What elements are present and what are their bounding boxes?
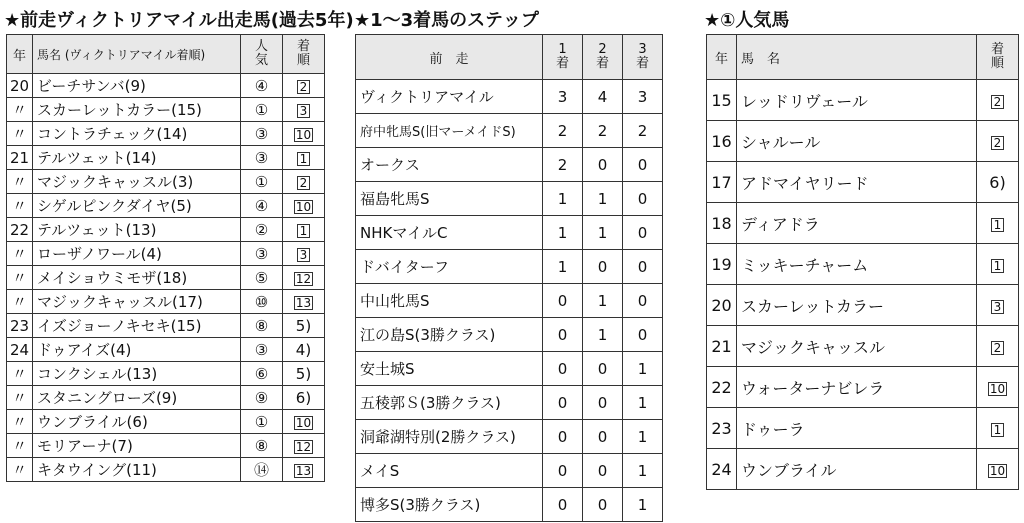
finish-cell <box>283 194 325 218</box>
year-cell: 〃 <box>7 122 33 146</box>
header-finish-bottom: 順 <box>296 52 310 68</box>
first-count-cell: 1 <box>543 250 583 284</box>
year-cell: 23 <box>7 314 33 338</box>
horse-name-cell: コンクシェル(13) <box>33 362 241 386</box>
header-second <box>583 35 623 80</box>
finish-value: 2 <box>991 95 1004 109</box>
table-row <box>707 408 1019 449</box>
year-cell: 23 <box>707 408 737 449</box>
header-finish-bottom: 順 <box>990 55 1004 71</box>
header-finish <box>283 35 325 74</box>
table-row <box>707 121 1019 162</box>
second-count-cell: 1 <box>583 216 623 250</box>
popularity-cell: ② <box>241 218 283 242</box>
table-row <box>356 386 663 420</box>
finish-cell <box>977 244 1019 285</box>
previous-race-cell: オークス <box>356 148 543 182</box>
finish-cell <box>283 98 325 122</box>
table-row <box>356 488 663 522</box>
year-cell: 〃 <box>7 242 33 266</box>
third-count-cell: 0 <box>623 216 663 250</box>
year-cell: 〃 <box>7 290 33 314</box>
year-cell: 〃 <box>7 170 33 194</box>
year-cell: 21 <box>7 146 33 170</box>
header-horse-name: 馬 名 <box>737 35 977 80</box>
header-first-top: 1 <box>558 42 567 58</box>
popularity-cell: ③ <box>241 146 283 170</box>
finish-cell <box>977 121 1019 162</box>
table-row <box>7 242 325 266</box>
finish-value: 10 <box>989 463 1006 478</box>
finish-value: 2 <box>991 136 1004 150</box>
table-header-row <box>356 35 663 80</box>
first-count-cell: 1 <box>543 216 583 250</box>
previous-race-runners-table <box>6 34 325 482</box>
year-cell: 〃 <box>7 386 33 410</box>
popularity-cell: ① <box>241 410 283 434</box>
horse-name-cell: コントラチェック(14) <box>33 122 241 146</box>
table-row <box>7 434 325 458</box>
finish-cell <box>283 74 325 98</box>
first-count-cell: 0 <box>543 454 583 488</box>
horse-name-cell: ウンブライル <box>737 449 977 490</box>
finish-value: 5) <box>295 316 312 335</box>
horse-name-cell: テルツェット(13) <box>33 218 241 242</box>
table-row <box>707 80 1019 121</box>
title-previous-race-runners: ★前走ヴィクトリアマイル出走馬(過去5年) <box>4 10 354 31</box>
finish-cell <box>977 449 1019 490</box>
horse-name-cell: ウォーターナビレラ <box>737 367 977 408</box>
header-popularity-top: 人 <box>254 39 268 55</box>
header-first-bottom: 着 <box>555 55 569 71</box>
header-finish <box>977 35 1019 80</box>
third-count-cell: 1 <box>623 386 663 420</box>
table-row <box>356 454 663 488</box>
second-count-cell: 0 <box>583 454 623 488</box>
table-header-row <box>707 35 1019 80</box>
horse-name-cell: イズジョーノキセキ(15) <box>33 314 241 338</box>
previous-race-cell: 安土城S <box>356 352 543 386</box>
title-top3-steps: ★1〜3着馬のステップ <box>354 10 539 31</box>
header-year: 年 <box>7 35 33 74</box>
third-count-cell: 0 <box>623 182 663 216</box>
finish-value: 10 <box>295 415 312 430</box>
popularity-cell: ⑧ <box>241 314 283 338</box>
finish-cell <box>283 362 325 386</box>
finish-cell <box>283 170 325 194</box>
horse-name-cell: ビーチサンバ(9) <box>33 74 241 98</box>
horse-name-cell: マジックキャッスル(3) <box>33 170 241 194</box>
finish-value: 3 <box>297 104 310 118</box>
horse-name-cell: アドマイヤリード <box>737 162 977 203</box>
finish-value: 6) <box>989 172 1006 192</box>
header-previous-race: 前 走 <box>356 35 543 80</box>
table-row <box>707 285 1019 326</box>
table-row <box>7 386 325 410</box>
popularity-cell: ⑥ <box>241 362 283 386</box>
table-row <box>7 458 325 482</box>
table-row <box>356 182 663 216</box>
table-row <box>7 122 325 146</box>
header-finish-top: 着 <box>990 42 1004 58</box>
table-row <box>356 352 663 386</box>
second-count-cell: 1 <box>583 318 623 352</box>
third-count-cell: 2 <box>623 114 663 148</box>
finish-cell <box>283 314 325 338</box>
table-row <box>707 326 1019 367</box>
popularity-cell: ⑤ <box>241 266 283 290</box>
horse-name-cell: テルツェット(14) <box>33 146 241 170</box>
table-row <box>7 218 325 242</box>
year-cell: 〃 <box>7 410 33 434</box>
year-cell: 〃 <box>7 362 33 386</box>
finish-cell <box>977 367 1019 408</box>
second-count-cell: 1 <box>583 182 623 216</box>
first-count-cell: 2 <box>543 114 583 148</box>
year-cell: 19 <box>707 244 737 285</box>
horse-name-cell: ウンブライル(6) <box>33 410 241 434</box>
finish-value: 4) <box>295 340 312 359</box>
year-cell: 22 <box>7 218 33 242</box>
year-cell: 〃 <box>7 458 33 482</box>
horse-name-cell: キタウイング(11) <box>33 458 241 482</box>
finish-cell <box>283 410 325 434</box>
table-row <box>707 203 1019 244</box>
year-cell: 〃 <box>7 266 33 290</box>
finish-value: 2 <box>991 341 1004 355</box>
horse-name-cell: シャルール <box>737 121 977 162</box>
finish-cell <box>283 266 325 290</box>
header-second-top: 2 <box>598 42 607 58</box>
first-count-cell: 0 <box>543 386 583 420</box>
year-cell: 22 <box>707 367 737 408</box>
finish-value: 13 <box>295 295 312 310</box>
header-second-bottom: 着 <box>595 55 609 71</box>
third-count-cell: 1 <box>623 420 663 454</box>
third-count-cell: 0 <box>623 148 663 182</box>
table-row <box>356 284 663 318</box>
horse-name-cell: ディアドラ <box>737 203 977 244</box>
popularity-cell: ③ <box>241 122 283 146</box>
popularity-cell: ④ <box>241 74 283 98</box>
previous-race-cell: ヴィクトリアマイル <box>356 80 543 114</box>
table-row <box>7 290 325 314</box>
horse-name-cell: スカーレットカラー <box>737 285 977 326</box>
popularity-cell: ③ <box>241 338 283 362</box>
horse-name-cell: スカーレットカラー(15) <box>33 98 241 122</box>
table-row <box>707 367 1019 408</box>
table-row <box>7 362 325 386</box>
year-cell: 21 <box>707 326 737 367</box>
finish-value: 12 <box>295 439 312 454</box>
third-count-cell: 1 <box>623 352 663 386</box>
previous-race-cell: 府中牝馬S(旧マーメイドS) <box>356 114 543 148</box>
year-cell: 24 <box>707 449 737 490</box>
finish-value: 12 <box>295 271 312 286</box>
finish-cell <box>283 386 325 410</box>
horse-name-cell: ミッキーチャーム <box>737 244 977 285</box>
popularity-cell: ④ <box>241 194 283 218</box>
third-count-cell: 3 <box>623 80 663 114</box>
popularity-cell: ③ <box>241 242 283 266</box>
table-row <box>7 74 325 98</box>
second-count-cell: 0 <box>583 386 623 420</box>
finish-value: 1 <box>991 259 1004 273</box>
finish-value: 2 <box>297 176 310 190</box>
finish-cell <box>283 122 325 146</box>
table-row <box>356 148 663 182</box>
third-count-cell: 1 <box>623 488 663 522</box>
table-row <box>356 80 663 114</box>
year-cell: 20 <box>7 74 33 98</box>
year-cell: 20 <box>707 285 737 326</box>
table-row <box>356 216 663 250</box>
finish-value: 13 <box>295 463 312 478</box>
popularity-cell: ⑨ <box>241 386 283 410</box>
header-third-bottom: 着 <box>635 55 649 71</box>
year-cell: 〃 <box>7 194 33 218</box>
year-cell: 15 <box>707 80 737 121</box>
finish-value: 2 <box>297 80 310 94</box>
previous-race-cell: メイS <box>356 454 543 488</box>
finish-value: 3 <box>297 248 310 262</box>
previous-race-cell: 博多S(3勝クラス) <box>356 488 543 522</box>
table-row <box>356 250 663 284</box>
header-popularity <box>241 35 283 74</box>
popularity-cell: ⑧ <box>241 434 283 458</box>
favorite-horses-table <box>706 34 1019 490</box>
first-count-cell: 0 <box>543 318 583 352</box>
finish-cell <box>283 146 325 170</box>
finish-value: 3 <box>991 300 1004 314</box>
finish-value: 1 <box>297 152 310 166</box>
year-cell: 16 <box>707 121 737 162</box>
popularity-cell: ⑭ <box>241 458 283 482</box>
first-count-cell: 1 <box>543 182 583 216</box>
table-row <box>356 114 663 148</box>
header-third <box>623 35 663 80</box>
finish-value: 1 <box>297 224 310 238</box>
previous-race-cell: 洞爺湖特別(2勝クラス) <box>356 420 543 454</box>
finish-cell <box>283 458 325 482</box>
finish-cell <box>283 434 325 458</box>
finish-value: 1 <box>991 423 1004 437</box>
finish-cell <box>283 242 325 266</box>
finish-value: 10 <box>295 199 312 214</box>
horse-name-cell: メイショウミモザ(18) <box>33 266 241 290</box>
second-count-cell: 1 <box>583 284 623 318</box>
horse-name-cell: マジックキャッスル(17) <box>33 290 241 314</box>
finish-value: 10 <box>989 381 1006 396</box>
year-cell: 〃 <box>7 434 33 458</box>
title-favorite-horses: ★①人気馬 <box>704 10 790 31</box>
finish-value: 6) <box>295 388 312 407</box>
finish-cell <box>283 218 325 242</box>
top3-steps-table <box>355 34 663 522</box>
finish-cell <box>977 162 1019 203</box>
horse-name-cell: ローザノワール(4) <box>33 242 241 266</box>
header-popularity-bottom: 気 <box>254 52 268 68</box>
year-cell: 18 <box>707 203 737 244</box>
second-count-cell: 4 <box>583 80 623 114</box>
header-first <box>543 35 583 80</box>
finish-value: 5) <box>295 364 312 383</box>
header-horse-name: 馬名 (ヴィクトリアマイル着順) <box>33 35 241 74</box>
finish-cell <box>977 203 1019 244</box>
table-row <box>7 314 325 338</box>
first-count-cell: 0 <box>543 284 583 318</box>
third-count-cell: 0 <box>623 284 663 318</box>
finish-cell <box>283 290 325 314</box>
first-count-cell: 0 <box>543 420 583 454</box>
year-cell: 17 <box>707 162 737 203</box>
second-count-cell: 0 <box>583 488 623 522</box>
previous-race-cell: NHKマイルC <box>356 216 543 250</box>
year-cell: 24 <box>7 338 33 362</box>
finish-cell <box>977 80 1019 121</box>
finish-cell <box>977 408 1019 449</box>
table-row <box>707 162 1019 203</box>
previous-race-cell: 江の島S(3勝クラス) <box>356 318 543 352</box>
previous-race-cell: ドバイターフ <box>356 250 543 284</box>
horse-name-cell: マジックキャッスル <box>737 326 977 367</box>
second-count-cell: 0 <box>583 148 623 182</box>
first-count-cell: 2 <box>543 148 583 182</box>
finish-value: 10 <box>295 127 312 142</box>
horse-name-cell: ドゥアイズ(4) <box>33 338 241 362</box>
third-count-cell: 0 <box>623 250 663 284</box>
table-row <box>7 170 325 194</box>
finish-cell <box>977 285 1019 326</box>
second-count-cell: 0 <box>583 352 623 386</box>
table-row <box>7 146 325 170</box>
popularity-cell: ① <box>241 98 283 122</box>
horse-name-cell: シゲルピンクダイヤ(5) <box>33 194 241 218</box>
table-row <box>356 318 663 352</box>
table-row <box>7 266 325 290</box>
horse-name-cell: ドゥーラ <box>737 408 977 449</box>
third-count-cell: 0 <box>623 318 663 352</box>
horse-name-cell: モリアーナ(7) <box>33 434 241 458</box>
finish-cell <box>977 326 1019 367</box>
second-count-cell: 0 <box>583 420 623 454</box>
table-row <box>356 420 663 454</box>
header-finish-top: 着 <box>296 39 310 55</box>
popularity-cell: ① <box>241 170 283 194</box>
third-count-cell: 1 <box>623 454 663 488</box>
second-count-cell: 2 <box>583 114 623 148</box>
table-row <box>7 410 325 434</box>
table-row <box>7 194 325 218</box>
table-row <box>707 449 1019 490</box>
previous-race-cell: 中山牝馬S <box>356 284 543 318</box>
year-cell: 〃 <box>7 98 33 122</box>
horse-name-cell: スタニングローズ(9) <box>33 386 241 410</box>
horse-name-cell: レッドリヴェール <box>737 80 977 121</box>
header-third-top: 3 <box>638 42 647 58</box>
first-count-cell: 0 <box>543 352 583 386</box>
popularity-cell: ⑩ <box>241 290 283 314</box>
table-row <box>7 98 325 122</box>
first-count-cell: 3 <box>543 80 583 114</box>
finish-value: 1 <box>991 218 1004 232</box>
table-row <box>707 244 1019 285</box>
header-year: 年 <box>707 35 737 80</box>
second-count-cell: 0 <box>583 250 623 284</box>
table-row <box>7 338 325 362</box>
first-count-cell: 0 <box>543 488 583 522</box>
table-header-row <box>7 35 325 74</box>
previous-race-cell: 五稜郭Ｓ(3勝クラス) <box>356 386 543 420</box>
finish-cell <box>283 338 325 362</box>
previous-race-cell: 福島牝馬S <box>356 182 543 216</box>
